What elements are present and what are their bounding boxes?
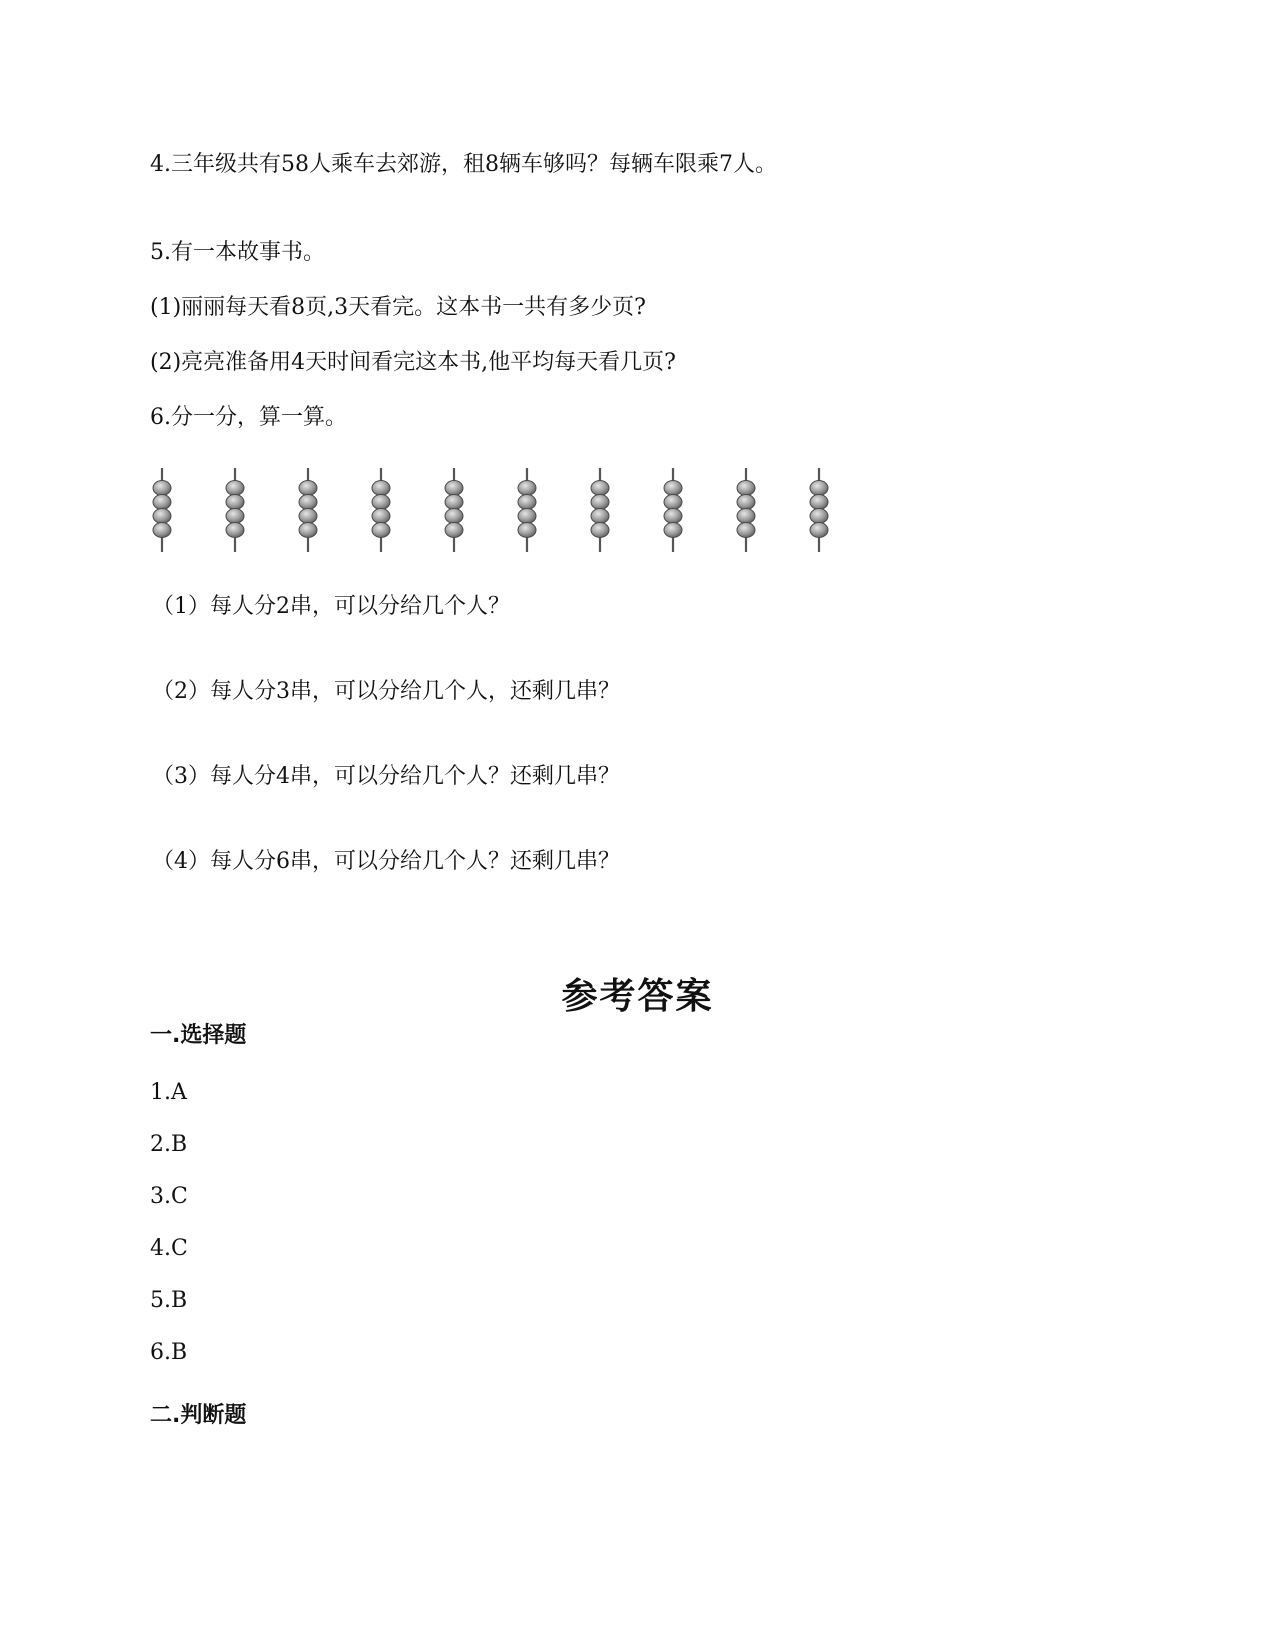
answer-item: 4.C xyxy=(150,1236,188,1261)
skewer-bead xyxy=(299,509,317,524)
section-judgment-title: 二.判断题 xyxy=(150,1403,247,1428)
skewer-bead xyxy=(664,495,682,510)
question-5-sub-2: (2)亮亮准备用4天时间看完这本书,他平均每天看几页? xyxy=(150,350,676,375)
skewer-bead xyxy=(226,495,244,510)
skewer-bead xyxy=(810,523,828,538)
skewer-bead xyxy=(445,509,463,524)
skewer-icon xyxy=(153,468,171,552)
answer-item: 2.B xyxy=(150,1132,188,1157)
skewer-bead xyxy=(299,481,317,496)
skewer-bead xyxy=(299,523,317,538)
skewer-icon xyxy=(445,468,463,552)
skewer-icon xyxy=(664,468,682,552)
skewer-bead xyxy=(810,481,828,496)
question-6-stem: 6.分一分，算一算。 xyxy=(150,405,347,430)
skewer-bead xyxy=(372,495,390,510)
skewer-bead xyxy=(591,523,609,538)
skewer-bead xyxy=(664,509,682,524)
skewer-icon xyxy=(299,468,317,552)
skewer-bead xyxy=(153,495,171,510)
skewer-bead xyxy=(372,523,390,538)
skewer-bead xyxy=(737,509,755,524)
skewer-bead xyxy=(153,509,171,524)
skewer-bead xyxy=(737,481,755,496)
skewer-bead xyxy=(810,495,828,510)
skewer-bead xyxy=(518,481,536,496)
answer-key-title: 参考答案 xyxy=(561,976,714,1017)
skewer-bead xyxy=(518,523,536,538)
answer-item: 5.B xyxy=(150,1288,188,1313)
skewer-bead xyxy=(445,481,463,496)
question-6-sub-1: （1）每人分2串，可以分给几个人？ xyxy=(152,594,510,619)
skewer-bead xyxy=(299,495,317,510)
skewer-bead xyxy=(737,495,755,510)
skewer-bead xyxy=(445,495,463,510)
question-6-sub-3: （3）每人分4串，可以分给几个人？还剩几串？ xyxy=(152,764,620,789)
skewer-bead xyxy=(153,481,171,496)
skewer-bead xyxy=(664,523,682,538)
answer-item: 6.B xyxy=(150,1340,188,1365)
answer-item: 1.A xyxy=(150,1080,187,1105)
question-5-stem: 5.有一本故事书。 xyxy=(150,240,325,265)
skewer-bead xyxy=(518,509,536,524)
answer-item: 3.C xyxy=(150,1184,188,1209)
skewer-bead xyxy=(226,523,244,538)
skewer-icon xyxy=(372,468,390,552)
question-5-sub-1: (1)丽丽每天看8页,3天看完。这本书一共有多少页? xyxy=(150,295,646,320)
skewer-bead xyxy=(226,481,244,496)
skewer-bead xyxy=(518,495,536,510)
skewer-bead xyxy=(226,509,244,524)
skewer-bead xyxy=(737,523,755,538)
skewer-icon xyxy=(591,468,609,552)
question-6-sub-4: （4）每人分6串，可以分给几个人？还剩几串？ xyxy=(152,849,620,874)
skewer-bead xyxy=(591,495,609,510)
skewer-bead xyxy=(591,481,609,496)
question-6-sub-2: （2）每人分3串，可以分给几个人，还剩几串？ xyxy=(152,679,620,704)
skewer-icon xyxy=(518,468,536,552)
skewers-illustration xyxy=(150,466,830,556)
question-4: 4.三年级共有58人乘车去郊游，租8辆车够吗？每辆车限乘7人。 xyxy=(150,152,777,177)
skewer-bead xyxy=(445,523,463,538)
skewer-icon xyxy=(810,468,828,552)
skewer-icon xyxy=(226,468,244,552)
skewer-bead xyxy=(591,509,609,524)
skewer-bead xyxy=(153,523,171,538)
skewer-bead xyxy=(664,481,682,496)
section-choice-title: 一.选择题 xyxy=(150,1023,247,1048)
skewer-bead xyxy=(372,509,390,524)
skewer-icon xyxy=(737,468,755,552)
skewer-bead xyxy=(372,481,390,496)
skewer-bead xyxy=(810,509,828,524)
